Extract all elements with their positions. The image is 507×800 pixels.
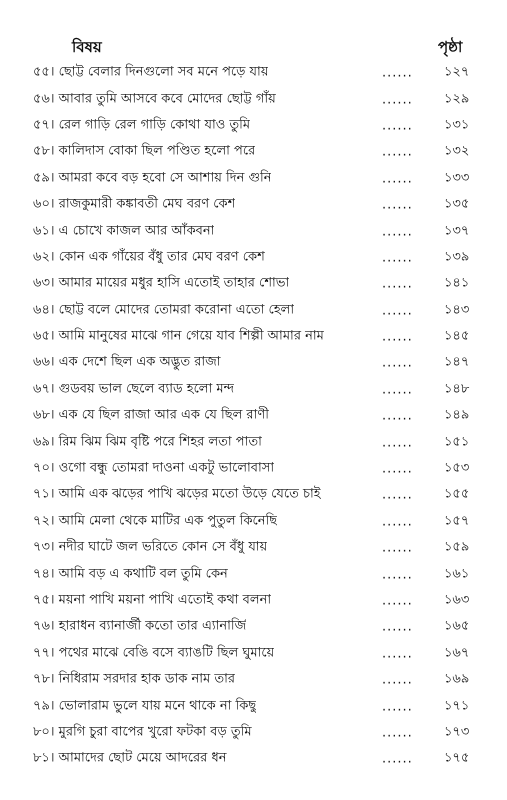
entry-number: ৭৭ । [33,645,59,660]
entry-page-number: ১৭৩ [444,724,470,740]
dot-leader: ...... [382,118,413,134]
entry-title-line [33,591,271,612]
dot-leader: ...... [382,65,413,81]
dot-leader: ...... [382,303,413,319]
toc-entry [0,60,507,86]
entry-title: ময়না পাখি ময়না পাখি এতোই কথা বলনা [58,592,272,608]
entry-number: ৭৮ । [33,672,59,687]
toc-entry [0,693,507,719]
entry-page-number: ১৫৩ [444,460,470,476]
entry-title-line [33,485,321,506]
entry-page-number: ১৪৭ [444,354,470,370]
entry-title: আমি এক ঝড়ের পাখি ঝড়ের মতো উড়ে যেতে চাই [58,486,321,502]
entry-number: ৬৫ । [33,329,59,344]
entry-number: ৭০ । [33,461,59,476]
dot-leader: ...... [382,725,413,741]
entry-title: এক দেশে ছিল এক অদ্ভুত রাজা [58,354,221,370]
dot-leader: ...... [382,329,413,345]
toc-entry [0,561,507,587]
entry-title-line [33,327,324,348]
toc-entry [0,667,507,693]
dot-leader: ...... [382,250,413,266]
dot-leader: ...... [382,487,413,503]
entry-title: আমি বড় এ কথাটি বল তুমি কেন [58,566,228,582]
entry-title-line [33,617,246,638]
entry-page-number: ১৩১ [444,117,470,133]
entry-page-number: ১৬১ [444,566,470,582]
entry-number: ৭১ । [33,487,59,502]
entry-number: ৮০ । [33,724,59,739]
dot-leader: ...... [382,197,413,213]
entry-title: এ চোখে কাজল আর আঁকবনা [58,223,215,239]
entry-title: ছোট্ট বলে মোদের তোমরা করোনা এতো হেলা [58,302,295,318]
entry-page-number: ১৭১ [444,698,470,714]
entry-title-line [33,643,274,664]
entry-number: ৫৫ । [33,65,59,80]
entry-number: ৬৪ । [33,302,59,317]
entry-page-number: ১৩৫ [444,196,470,212]
entry-title: কোন এক গাঁয়ের বঁধু তার মেঘ বরণ কেশ [58,249,265,265]
entry-title: রেল গাড়ি রেল গাড়ি কোথা যাও তুমি [58,117,251,133]
dot-leader: ...... [382,408,413,424]
entry-title-line [33,749,227,770]
entry-title: ওগো বন্ধু তোমরা দাওনা একটু ভালোবাসা [58,460,275,476]
toc-entry [0,298,507,324]
entry-number: ৬৮ । [33,408,59,423]
dot-leader: ...... [382,672,413,688]
entry-title: এক যে ছিল রাজা আর এক যে ছিল রাণী [58,407,269,423]
entry-page-number: ১৫৫ [444,486,470,502]
toc-entry [0,113,507,139]
dot-leader: ...... [382,514,413,530]
dot-leader: ...... [382,276,413,292]
entry-page-number: ১৪১ [444,275,470,291]
entry-title-line [33,722,252,743]
dot-leader: ...... [382,171,413,187]
entry-title-line [33,247,265,268]
entry-number: ৭৬ । [33,619,59,634]
dot-leader: ...... [382,382,413,398]
entry-title: আমি মানুষের মাঝে গান গেয়ে যাব শিল্পী আমার নাম [58,328,324,344]
entry-title: নিধিরাম সরদার হাক ডাক নাম তার [58,671,235,687]
entry-page-number: ১৪৮ [444,381,470,397]
toc-entry [0,535,507,561]
entry-number: ৭৩ । [33,540,59,555]
entry-page-number: ১৩৯ [444,249,470,265]
entry-title-line [33,670,235,691]
entry-title-line [33,142,255,163]
entry-title: আমাদের ছোট মেয়ে আদরের ধন [58,750,227,766]
entry-title: আবার তুমি আসবে কবে মোদের ছোট্ট গাঁয় [58,91,276,107]
entry-page-number: ১৪৯ [444,407,470,423]
entry-title: আমি মেলা থেকে মাটির এক পুতুল কিনেছি [58,513,278,529]
entry-title: আমরা কবে বড় হবো সে আশায় দিন গুনি [58,170,272,186]
dot-leader: ...... [382,355,413,371]
toc-entry [0,350,507,376]
entry-title: রাজকুমারী কঙ্কাবতী মেঘ বরণ কেশ [58,196,236,212]
entry-page-number: ১৬৭ [444,645,470,661]
dot-leader: ...... [382,92,413,108]
entry-page-number: ১৭৫ [444,750,470,766]
toc-entry [0,456,507,482]
toc-entry [0,720,507,746]
entry-title-line [33,353,221,374]
entry-number: ৮১ । [33,751,59,766]
entry-number: ৬০ । [33,197,59,212]
entry-page-number: ১৫৭ [444,513,470,529]
entry-title-line [33,459,274,480]
toc-entry [0,192,507,218]
entry-page-number: ১৪৩ [444,302,470,318]
entry-title: মুরগি চুরা বাপের খুরো ফটকা বড় তুমি [58,724,252,740]
entry-number: ৫৬ । [33,91,59,106]
toc-entry [0,746,507,772]
page-column-heading: পৃষ্ঠা [438,38,463,56]
toc-entry [0,218,507,244]
entry-page-number: ১২৯ [444,91,470,107]
entry-title-line [33,274,289,295]
entry-title: নদীর ঘাটে জল ভরিতে কোন সে বঁধু যায় [58,539,268,555]
toc-entry [0,139,507,165]
toc-entry [0,588,507,614]
entry-title: ভোলারাম ভুলে যায় মনে থাকে না কিছু [58,698,257,714]
entry-title-line [33,89,276,110]
dot-leader: ...... [382,567,413,583]
entry-number: ৭৫ । [33,593,59,608]
toc-entry [0,324,507,350]
entry-page-number: ১৫৯ [444,539,470,555]
toc-entry [0,509,507,535]
dot-leader: ...... [382,751,413,767]
entry-title-line [33,696,256,717]
entry-title-line [33,221,214,242]
entry-page-number: ১৬৯ [444,671,470,687]
entry-title-line [33,168,271,189]
entry-title: পথের মাঝে বেঙি বসে ব্যাঙটি ছিল ঘুমায়ে [58,645,275,661]
entry-page-number: ১৩৭ [444,223,470,239]
entry-number: ৫৮ । [33,144,59,159]
entry-number: ৬১ । [33,223,59,238]
entry-page-number: ১৫১ [444,434,470,450]
entry-title-line [33,63,268,84]
entry-number: ৬২ । [33,249,59,264]
toc-entry [0,614,507,640]
entry-title-line [33,115,250,136]
entry-page-number: ১৩৩ [444,170,470,186]
dot-leader: ...... [382,435,413,451]
entry-title-line [33,511,277,532]
entry-title-line [33,379,234,400]
entry-title: গুডবয় ভাল ছেলে ব্যাড হলো মন্দ [58,381,235,397]
toc-entry [0,641,507,667]
entry-title: আমার মায়ের মধুর হাসি এতোই তাহার শোভা [58,275,290,291]
toc-entry [0,403,507,429]
dot-leader: ...... [382,461,413,477]
dot-leader: ...... [382,224,413,240]
toc-entry [0,377,507,403]
entry-title-line [33,406,269,427]
entry-title-line [33,538,267,559]
toc-entry [0,86,507,112]
dot-leader: ...... [382,144,413,160]
entry-page-number: ১৩২ [444,143,470,159]
entry-number: ৫৯ । [33,170,59,185]
entry-title-line [33,432,262,453]
toc-entry [0,245,507,271]
entry-number: ৭২ । [33,513,59,528]
entry-number: ৬৭ । [33,381,59,396]
topic-column-heading: বিষয় [72,38,102,56]
entry-number: ৬৩ । [33,276,59,291]
entry-title-line [33,564,228,585]
dot-leader: ...... [382,619,413,635]
entry-page-number: ১৬৫ [444,618,470,634]
entry-page-number: ১৬৩ [444,592,470,608]
entry-number: ৭৯ । [33,698,59,713]
toc-list [0,60,507,773]
entry-number: ৫৭ । [33,117,59,132]
entry-page-number: ১৪৫ [444,328,470,344]
entry-title: রিম ঝিম ঝিম বৃষ্টি পরে শিহর লতা পাতা [58,434,262,450]
entry-title-line [33,300,294,321]
entry-page-number: ১২৭ [444,64,470,80]
entry-number: ৭৪ । [33,566,59,581]
entry-number: ৬৯ । [33,434,59,449]
toc-entry [0,482,507,508]
entry-title: কালিদাস বোকা ছিল পণ্ডিত হলো পরে [58,143,256,159]
dot-leader: ...... [382,699,413,715]
entry-number: ৬৬ । [33,355,59,370]
dot-leader: ...... [382,540,413,556]
toc-entry [0,429,507,455]
entry-title: হারাধন ব্যানার্জী কতো তার এ্যানার্জি [58,618,247,634]
dot-leader: ...... [382,593,413,609]
toc-header [0,36,507,58]
toc-entry [0,166,507,192]
entry-title: ছোট্ট বেলার দিনগুলো সব মনে পড়ে যায় [58,64,269,80]
entry-title-line [33,195,235,216]
dot-leader: ...... [382,646,413,662]
toc-entry [0,271,507,297]
